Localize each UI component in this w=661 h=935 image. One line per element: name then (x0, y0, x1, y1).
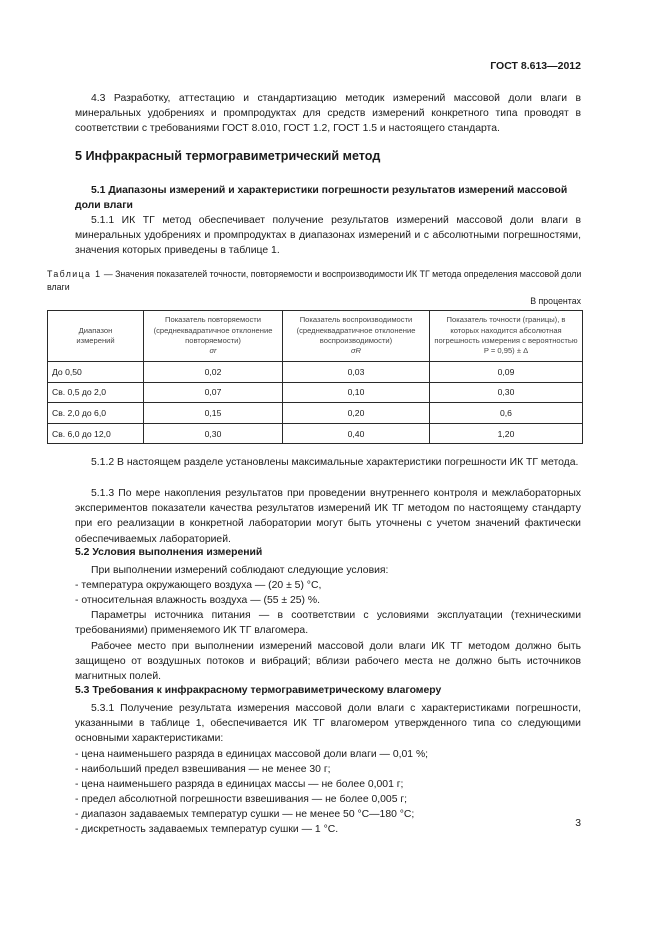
col-header-reproducibility-text: Показатель воспроизводимости (среднеквадратичное отклонение воспроизводимости) (296, 315, 416, 345)
table-cell: 0,6 (430, 403, 583, 424)
table-cell: 0,07 (144, 382, 283, 403)
paragraph-5-2-power: Параметры источника питания — в соответствии с условиями эксплуатации (техническими требованиями) применяемого ИК ТГ влагомера. (75, 610, 581, 637)
col-header-reproducibility (283, 311, 430, 362)
col-header-repeatability-text: Показатель повторяемости (среднеквадратичное отклонение повторяемости) (153, 315, 273, 345)
section-5-1-title: 5.1 Диапазоны измерений и характеристики погрешности результатов измерений массовой доли влаги (75, 185, 568, 211)
list-item: - температура окружающего воздуха — (20 ± 5) °С, (75, 580, 322, 591)
table-cell: Св. 6,0 до 12,0 (48, 423, 144, 444)
table-cell: 0,09 (430, 362, 583, 383)
table-1-caption (47, 268, 582, 293)
section-5-2-title: 5.2 Условия выполнения измерений (75, 547, 263, 558)
table-cell: 0,10 (283, 382, 430, 403)
col-header-accuracy-text: Показатель точности (границы), в которых находится абсолютная погрешность измерения с вероятностью P = 0,95) ± Δ (434, 315, 578, 356)
table-cell: 0,02 (144, 362, 283, 383)
section-5-title: 5 Инфракрасный термогравиметрический метод (75, 149, 381, 163)
table-header-row (48, 311, 583, 362)
list-item: - диапазон задаваемых температур сушки — не менее 50 °С—180 °С; (75, 809, 415, 820)
paragraph-5-3-1: 5.3.1 Получение результата измерения массовой доли влаги с характеристиками погрешности, указанными в таблице 1, обеспечивается ИК ТГ влагомером утвержденного типа со следующими основными характеристиками: (75, 703, 581, 745)
table-cell: До 0,50 (48, 362, 144, 383)
table-1-unit: В процентах (530, 296, 581, 306)
table-cell: 0,30 (430, 382, 583, 403)
table-cell: Св. 2,0 до 6,0 (48, 403, 144, 424)
paragraph-5-2-workplace: Рабочее место при выполнении измерений массовой доли влаги ИК ТГ методом должно быть защищено от воздушных потоков и вибраций; вблизи рабочего места не должно быть источников магнитных полей. (75, 641, 581, 683)
list-item: - относительная влажность воздуха — (55 ± 25) %. (75, 595, 321, 606)
table-cell: 0,20 (283, 403, 430, 424)
list-item: - предел абсолютной погрешности взвешивания — не более 0,005 г; (75, 794, 408, 805)
col-header-reproducibility-symbol: σR (350, 346, 362, 356)
col-header-repeatability-symbol: σr (209, 346, 217, 356)
paragraph-5-2-conditions: При выполнении измерений соблюдают следующие условия: (91, 565, 389, 576)
table-row (48, 423, 583, 444)
paragraph-5-1-1: 5.1.1 ИК ТГ метод обеспечивает получение результатов измерений массовой доли влаги в минеральных удобрениях и промпродуктах в диапазонах измерений и с абсолютными погрешностями, значения которых приведены в таблице 1. (75, 215, 581, 257)
table-row (48, 362, 583, 383)
section-5-3-title: 5.3 Требования к инфракрасному термогравиметрическому влагомеру (75, 685, 442, 696)
list-item: - наибольший предел взвешивания — не менее 30 г; (75, 764, 331, 775)
col-header-accuracy (430, 311, 583, 362)
col-header-repeatability (144, 311, 283, 362)
table-row (48, 382, 583, 403)
table-cell: Св. 0,5 до 2,0 (48, 382, 144, 403)
table-1-caption-text: — Значения показателей точности, повторяемости и воспроизводимости ИК ТГ метода определения массовой доли влаги (47, 269, 582, 292)
table-row (48, 403, 583, 424)
table-cell: 0,15 (144, 403, 283, 424)
table-cell: 0,40 (283, 423, 430, 444)
page-number: 3 (575, 818, 581, 829)
table-cell: 0,03 (283, 362, 430, 383)
list-item: - цена наименьшего разряда в единицах массовой доли влаги — 0,01 %; (75, 749, 429, 760)
paragraph-5-1-2: 5.1.2 В настоящем разделе установлены максимальные характеристики погрешности ИК ТГ метода. (91, 457, 579, 468)
col-header-range-text: Диапазон измерений (76, 325, 115, 345)
document-header: ГОСТ 8.613—2012 (490, 60, 581, 72)
paragraph-4-3: 4.3 Разработку, аттестацию и стандартизацию методик измерений массовой доли влаги в минеральных удобрениях и промпродуктах для средств измерений конкретного типа проводят в соответствии с требованиями ГОСТ 8.010, ГОСТ 1.2, ГОСТ 1.5 и настоящего стандарта. (75, 93, 581, 135)
paragraph-5-1-3: 5.1.3 По мере накопления результатов при проведении внутреннего контроля и межлабораторных экспериментов показатели качества результатов измерений ИК ТГ методом по настоящему стандарту при его реализации в конкретной лаборатории могут быть уточнены с учетом значений фактически обеспечиваемых лабораторией. (75, 488, 581, 545)
table-cell: 1,20 (430, 423, 583, 444)
table-1-caption-label: Таблица 1 (47, 269, 102, 279)
table-cell: 0,30 (144, 423, 283, 444)
list-item: - дискретность задаваемых температур сушки — 1 °С. (75, 824, 339, 835)
list-item: - цена наименьшего разряда в единицах массы — не более 0,001 г; (75, 779, 404, 790)
table-1 (47, 310, 583, 444)
col-header-range (48, 311, 144, 362)
